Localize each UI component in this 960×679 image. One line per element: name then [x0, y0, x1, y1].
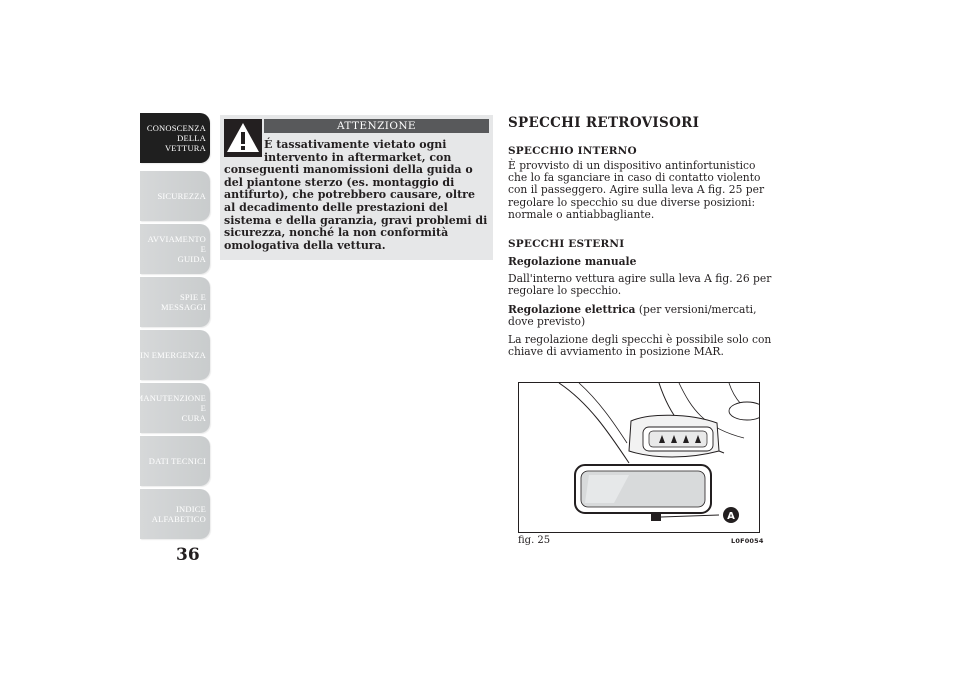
tab-avviamento-e-guida[interactable]: AVVIAMENTO E GUIDA [140, 224, 210, 274]
interno-title: SPECCHIO INTERNO [508, 145, 637, 157]
warning-header: ATTENZIONE [264, 119, 489, 133]
figure-marker-a: A [727, 511, 735, 522]
tab-indice-alfabetico[interactable]: INDICE ALFABETICO [140, 489, 210, 539]
page-number: 36 [176, 545, 200, 565]
elettrica-text: La regolazione degli specchi è possibile solo con chiave di avviamento in posizione MAR. [508, 333, 772, 359]
elettrica-note: (per versioni/mercati, dove previsto) [508, 303, 757, 329]
interno-text: È provvisto di un dispositivo antinfortunistico che lo fa sganciare in caso di contatto violento con il passeggero. Agire sulla leva A fig. 25 per regolare lo specchio su due diverse posizioni: normale o antiabbagliante. [508, 159, 765, 221]
figure-rearview-mirror [518, 382, 760, 533]
tab-conoscenza-della-vettura[interactable]: CONOSCENZA DELLA VETTURA [140, 113, 210, 163]
figure-caption: fig. 25 [518, 535, 551, 546]
tab-dati-tecnici[interactable]: DATI TECNICI [140, 436, 210, 486]
esterni-title: SPECCHI ESTERNI [508, 238, 625, 250]
section-title: SPECCHI RETROVISORI [508, 115, 700, 131]
figure-code: L0F0054 [731, 537, 764, 545]
manuale-title: Regolazione manuale [508, 255, 637, 268]
warning-text-first: É tassativamente vietato ogni intervento in aftermarket, con [264, 138, 452, 164]
tab-sicurezza[interactable]: SICUREZZA [140, 171, 210, 221]
manuale-text: Dall'interno vettura agire sulla leva A fig. 26 per regolare lo specchio. [508, 272, 772, 298]
elettrica-title: Regolazione elettrica [508, 303, 636, 316]
mirror-illustration [519, 383, 760, 533]
tab-spie-e-messaggi[interactable]: SPIE E MESSAGGI [140, 277, 210, 327]
warning-text-rest: conseguenti manomissioni della guida o del piantone sterzo (es. montaggio di antifurto), che potrebbero causare, oltre al decadimento delle prestazioni del sistema e della garanzia, gravi problemi di sicurezza, nonché la non conformità omologativa della vettura. [224, 163, 488, 252]
warning-box [220, 115, 493, 260]
elettrica-paragraph [508, 304, 778, 328]
warning-text [224, 139, 488, 252]
tab-manutenzione-e-cura[interactable]: MANUTENZIONE E CURA [140, 383, 210, 433]
tab-in-emergenza[interactable]: IN EMERGENZA [140, 330, 210, 380]
